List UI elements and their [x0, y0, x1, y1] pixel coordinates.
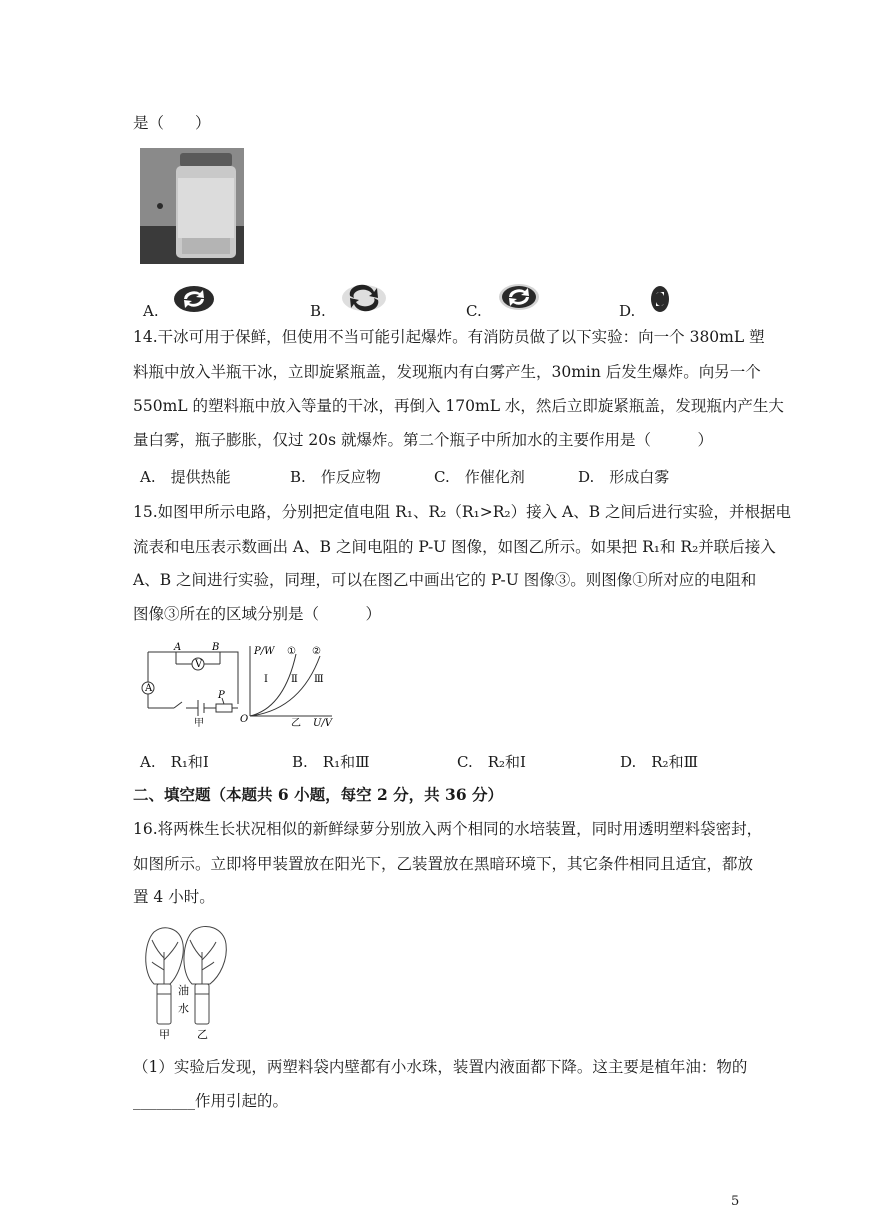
point-a-label: A	[174, 642, 182, 653]
yi-label: 乙	[291, 718, 301, 728]
q13-tail: 是（ ）	[133, 114, 211, 132]
q14-line-2: 料瓶中放入半瓶干冰，立即旋紧瓶盖，发现瓶内有白雾产生，30min 后发生爆炸。向另一个	[133, 363, 761, 381]
q14-option-d[interactable]: D. 形成白雾	[578, 468, 670, 486]
q15-line-3: A、B 之间进行实验，同理，可以在图乙中画出它的 P-U 图像③。则图像①所对应的电阻和	[133, 571, 757, 589]
curve-1-label: ①	[287, 646, 296, 657]
q14-option-c[interactable]: C. 作催化剂	[434, 468, 525, 486]
ammeter-label: A	[145, 683, 153, 694]
q16-line-2: 如图所示。立即将甲装置放在阳光下，乙装置放在黑暗环境下，其它条件相同且适宜，都放	[133, 855, 754, 873]
q16-sub1-line-1: （1）实验后发现，两塑料袋内壁都有小水珠，装置内液面都下降。这主要是植年油：物的	[133, 1058, 748, 1076]
point-b-label: B	[212, 642, 220, 653]
q13-option-d[interactable]: D.	[619, 302, 636, 320]
q15-option-a[interactable]: A. R₁和Ⅰ	[140, 753, 209, 771]
q13-option-c[interactable]: C.	[466, 302, 482, 320]
recycle-c-icon	[497, 282, 541, 312]
curve-2-label: ②	[312, 646, 321, 657]
q14-option-a[interactable]: A. 提供热能	[140, 468, 231, 486]
q15-line-1: 15.如图甲所示电路，分别把定值电阻 R₁、R₂（R₁>R₂）接入 A、B 之间后进行实验，并根据电	[133, 503, 792, 521]
recycle-d-icon	[648, 284, 672, 314]
axis-x-label: U/V	[313, 718, 333, 728]
q14-line-1: 14.干冰可用于保鲜，但使用不当可能引起爆炸。有消防员做了以下实验：向一个 380mL 塑	[133, 328, 765, 346]
q14-option-b[interactable]: B. 作反应物	[290, 468, 381, 486]
oil-label: 油	[178, 984, 189, 997]
q15-option-c[interactable]: C. R₂和Ⅰ	[457, 753, 526, 771]
region-3-label: Ⅲ	[314, 674, 324, 685]
q15-options	[140, 751, 760, 773]
voltmeter-label: V	[195, 659, 203, 670]
q15-option-d[interactable]: D. R₂和Ⅲ	[620, 753, 699, 771]
plant-bags-figure	[140, 922, 232, 1040]
q16-sub1-line-2: ________作用引起的。	[133, 1092, 289, 1110]
region-2-label: Ⅱ	[291, 674, 298, 685]
slider-p-label: P	[218, 690, 225, 701]
q14-line-4: 量白雾，瓶子膨胀，仅过 20s 就爆炸。第二个瓶子中所加水的主要作用是（ ）	[133, 431, 714, 449]
q15-line-4: 图像③所在的区域分别是（ ）	[133, 605, 382, 623]
plant-yi-label: 乙	[197, 1028, 208, 1040]
jia-label: 甲	[194, 718, 204, 728]
q16-line-1: 16.将两株生长状况相似的新鲜绿萝分别放入两个相同的水培装置，同时用透明塑料袋密封，	[133, 820, 763, 838]
recycle-a-icon	[172, 284, 216, 314]
page-number: 5	[731, 1194, 740, 1209]
recycle-b-icon	[340, 282, 388, 312]
circuit-and-graph-figure	[134, 642, 346, 728]
q13-options	[140, 282, 740, 318]
jar-photo	[140, 148, 244, 264]
region-1-label: Ⅰ	[264, 674, 268, 685]
plant-jia-label: 甲	[159, 1028, 170, 1040]
q13-option-b[interactable]: B.	[310, 302, 326, 320]
q13-option-a[interactable]: A.	[143, 302, 159, 320]
water-label: 水	[178, 1002, 189, 1015]
q14-line-3: 550mL 的塑料瓶中放入等量的干冰，再倒入 170mL 水，然后立即旋紧瓶盖，发现瓶内产生大	[133, 397, 784, 415]
q15-option-b[interactable]: B. R₁和Ⅲ	[292, 753, 370, 771]
q14-options	[140, 466, 740, 488]
q15-line-2: 流表和电压表示数画出 A、B 之间电阻的 P-U 图像，如图乙所示。如果把 R₁和 R₂并联后接入	[133, 538, 776, 556]
origin-label: O	[240, 714, 249, 725]
q16-line-3: 置 4 小时。	[133, 888, 215, 906]
section-heading: 二、填空题（本题共 6 小题，每空 2 分，共 36 分）	[133, 785, 504, 804]
axis-y-label: P/W	[254, 646, 275, 657]
